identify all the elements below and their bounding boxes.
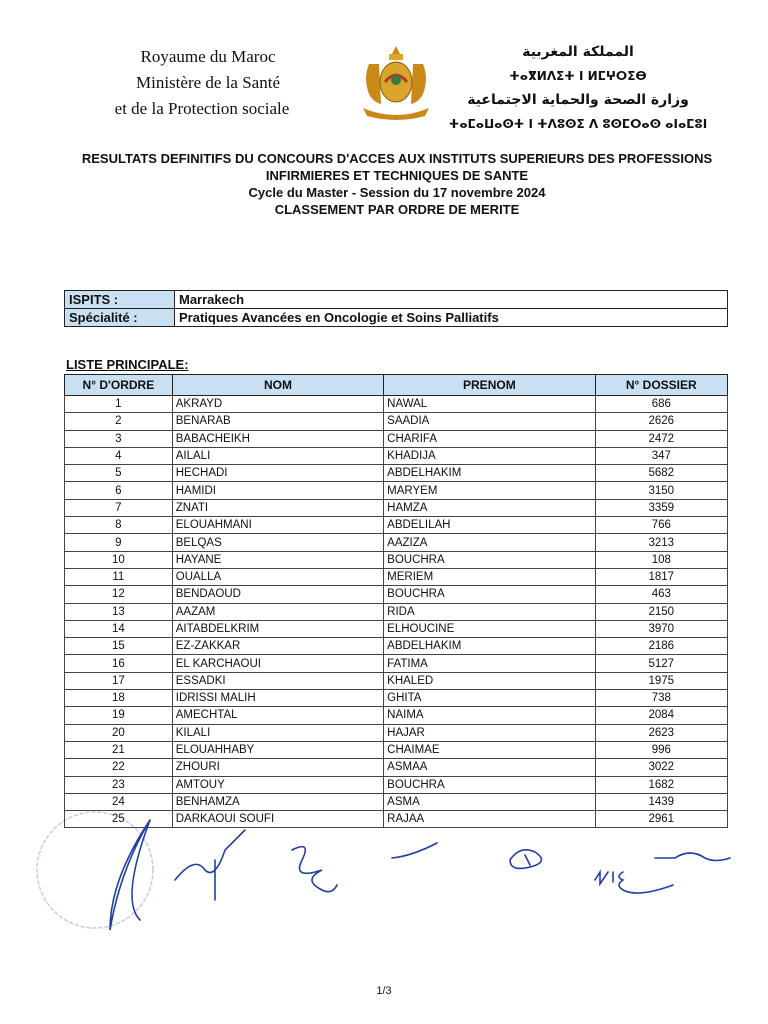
col-header-dossier: N° DOSSIER: [595, 375, 727, 396]
cell-nom: HAMIDI: [172, 482, 383, 499]
cell-order: 18: [65, 690, 173, 707]
cell-prenom: ABDELHAKIM: [384, 465, 595, 482]
cell-prenom: ABDELHAKIM: [384, 638, 595, 655]
table-row: [65, 793, 728, 810]
cell-prenom: KHADIJA: [384, 447, 595, 464]
cell-dossier: 3213: [595, 534, 727, 551]
cell-prenom: AAZIZA: [384, 534, 595, 551]
table-row: [65, 517, 728, 534]
ranking-table: [64, 374, 728, 828]
col-header-order: N° D'ORDRE: [65, 375, 173, 396]
header-ar-line: المملكة المغربية: [522, 44, 634, 60]
col-header-prenom: PRENOM: [384, 375, 595, 396]
document-title: [40, 150, 754, 218]
cell-dossier: 686: [595, 396, 727, 413]
cell-order: 1: [65, 396, 173, 413]
ispits-label: ISPITS :: [65, 291, 175, 309]
cell-prenom: BOUCHRA: [384, 551, 595, 568]
cell-nom: AILALI: [172, 447, 383, 464]
cell-order: 14: [65, 620, 173, 637]
specialite-label: Spécialité :: [65, 309, 175, 327]
table-row: [65, 534, 728, 551]
cell-dossier: 5682: [595, 465, 727, 482]
table-row: [65, 465, 728, 482]
cell-dossier: 2186: [595, 638, 727, 655]
header-french: [88, 44, 328, 122]
title-line: RESULTATS DEFINITIFS DU CONCOURS D'ACCES AUX INSTITUTS SUPERIEURS DES PROFESSIONS: [81, 151, 713, 166]
cell-nom: AITABDELKRIM: [172, 620, 383, 637]
cell-nom: KILALI: [172, 724, 383, 741]
cell-order: 15: [65, 638, 173, 655]
table-row: [65, 620, 728, 637]
cell-prenom: FATIMA: [384, 655, 595, 672]
cell-prenom: ASMAA: [384, 759, 595, 776]
signatures-and-stamp: [0, 810, 768, 950]
cell-dossier: 2626: [595, 413, 727, 430]
cell-nom: OUALLA: [172, 568, 383, 585]
table-row: [65, 759, 728, 776]
cell-nom: ELOUAHMANI: [172, 517, 383, 534]
cell-nom: ESSADKI: [172, 672, 383, 689]
title-line: Cycle du Master - Session du 17 novembre 2024: [248, 185, 546, 200]
cell-dossier: 3970: [595, 620, 727, 637]
specialite-value: Pratiques Avancées en Oncologie et Soins Palliatifs: [175, 309, 728, 327]
title-line: CLASSEMENT PAR ORDRE DE MERITE: [274, 202, 520, 217]
cell-nom: AKRAYD: [172, 396, 383, 413]
cell-order: 6: [65, 482, 173, 499]
table-row: [65, 672, 728, 689]
cell-order: 25: [65, 811, 173, 828]
table-row: [65, 551, 728, 568]
cell-order: 22: [65, 759, 173, 776]
cell-nom: ZNATI: [172, 499, 383, 516]
header-ar-line: ⵜⴰⵎⴰⵡⴰⵙⵜ ⵏ ⵜⴷⵓⵙⵉ ⴷ ⵓⵙⵎⵔⴰⵙ ⴰⵏⴰⵎⵓⵏ: [448, 117, 708, 131]
cell-nom: BENHAMZA: [172, 793, 383, 810]
cell-prenom: BOUCHRA: [384, 586, 595, 603]
table-row: [65, 776, 728, 793]
cell-prenom: BOUCHRA: [384, 776, 595, 793]
cell-dossier: 996: [595, 741, 727, 758]
header-fr-line: et de la Protection sociale: [114, 99, 290, 118]
table-row: [65, 396, 728, 413]
table-row: [65, 499, 728, 516]
cell-order: 11: [65, 568, 173, 585]
cell-nom: AAZAM: [172, 603, 383, 620]
cell-prenom: SAADIA: [384, 413, 595, 430]
cell-prenom: ASMA: [384, 793, 595, 810]
col-header-nom: NOM: [172, 375, 383, 396]
cell-dossier: 463: [595, 586, 727, 603]
cell-dossier: 3022: [595, 759, 727, 776]
cell-dossier: 2961: [595, 811, 727, 828]
table-row: [65, 603, 728, 620]
list-label: LISTE PRINCIPALE:: [66, 357, 189, 372]
info-table: [64, 290, 728, 327]
cell-nom: EZ-ZAKKAR: [172, 638, 383, 655]
table-row: [65, 690, 728, 707]
table-row: [65, 707, 728, 724]
table-row: [65, 586, 728, 603]
cell-dossier: 3359: [595, 499, 727, 516]
cell-dossier: 5127: [595, 655, 727, 672]
cell-order: 20: [65, 724, 173, 741]
cell-dossier: 2472: [595, 430, 727, 447]
cell-nom: ZHOURI: [172, 759, 383, 776]
cell-prenom: ABDELILAH: [384, 517, 595, 534]
cell-order: 13: [65, 603, 173, 620]
table-row: [65, 655, 728, 672]
cell-prenom: CHAIMAE: [384, 741, 595, 758]
cell-nom: HAYANE: [172, 551, 383, 568]
cell-prenom: KHALED: [384, 672, 595, 689]
cell-prenom: MERIEM: [384, 568, 595, 585]
cell-order: 2: [65, 413, 173, 430]
cell-order: 12: [65, 586, 173, 603]
table-row: [65, 413, 728, 430]
cell-dossier: 2084: [595, 707, 727, 724]
cell-order: 17: [65, 672, 173, 689]
ispits-value: Marrakech: [175, 291, 728, 309]
cell-nom: DARKAOUI SOUFI: [172, 811, 383, 828]
cell-nom: AMTOUY: [172, 776, 383, 793]
cell-dossier: 1817: [595, 568, 727, 585]
cell-dossier: 2623: [595, 724, 727, 741]
cell-nom: BABACHEIKH: [172, 430, 383, 447]
header-ar-line: ⵜⴰⴳⵍⴷⵉⵜ ⵏ ⵍⵎⵖⵔⵉⴱ: [509, 69, 647, 83]
header-ar-line: وزارة الصحة والحماية الاجتماعية: [467, 92, 689, 108]
title-line: INFIRMIERES ET TECHNIQUES DE SANTE: [265, 168, 529, 183]
cell-order: 8: [65, 517, 173, 534]
table-row: [65, 638, 728, 655]
cell-order: 4: [65, 447, 173, 464]
cell-prenom: MARYEM: [384, 482, 595, 499]
cell-dossier: 108: [595, 551, 727, 568]
cell-prenom: HAMZA: [384, 499, 595, 516]
header-arabic: [448, 40, 708, 136]
cell-order: 10: [65, 551, 173, 568]
cell-prenom: RAJAA: [384, 811, 595, 828]
header-fr-line: Ministère de la Santé: [136, 73, 280, 92]
page-number: 1/3: [376, 985, 392, 997]
table-row: [65, 482, 728, 499]
cell-nom: IDRISSI MALIH: [172, 690, 383, 707]
table-row: [65, 430, 728, 447]
coat-of-arms-icon: [355, 42, 437, 122]
header-fr-line: Royaume du Maroc: [140, 47, 276, 66]
cell-nom: HECHADI: [172, 465, 383, 482]
cell-dossier: 1439: [595, 793, 727, 810]
cell-order: 24: [65, 793, 173, 810]
cell-prenom: GHITA: [384, 690, 595, 707]
cell-nom: EL KARCHAOUI: [172, 655, 383, 672]
cell-prenom: NAWAL: [384, 396, 595, 413]
cell-order: 19: [65, 707, 173, 724]
cell-prenom: NAIMA: [384, 707, 595, 724]
cell-prenom: RIDA: [384, 603, 595, 620]
cell-nom: AMECHTAL: [172, 707, 383, 724]
cell-order: 5: [65, 465, 173, 482]
cell-nom: BENARAB: [172, 413, 383, 430]
cell-dossier: 1682: [595, 776, 727, 793]
cell-prenom: CHARIFA: [384, 430, 595, 447]
cell-nom: BELQAS: [172, 534, 383, 551]
table-row: [65, 568, 728, 585]
cell-dossier: 2150: [595, 603, 727, 620]
table-header-row: [65, 375, 728, 396]
cell-dossier: 766: [595, 517, 727, 534]
cell-order: 23: [65, 776, 173, 793]
cell-nom: BENDAOUD: [172, 586, 383, 603]
cell-order: 21: [65, 741, 173, 758]
cell-dossier: 738: [595, 690, 727, 707]
cell-order: 3: [65, 430, 173, 447]
table-row: [65, 447, 728, 464]
cell-order: 16: [65, 655, 173, 672]
cell-order: 7: [65, 499, 173, 516]
cell-dossier: 1975: [595, 672, 727, 689]
table-row: [65, 741, 728, 758]
cell-dossier: 347: [595, 447, 727, 464]
table-row: [65, 724, 728, 741]
cell-prenom: ELHOUCINE: [384, 620, 595, 637]
cell-prenom: HAJAR: [384, 724, 595, 741]
cell-dossier: 3150: [595, 482, 727, 499]
cell-order: 9: [65, 534, 173, 551]
cell-nom: ELOUAHHABY: [172, 741, 383, 758]
